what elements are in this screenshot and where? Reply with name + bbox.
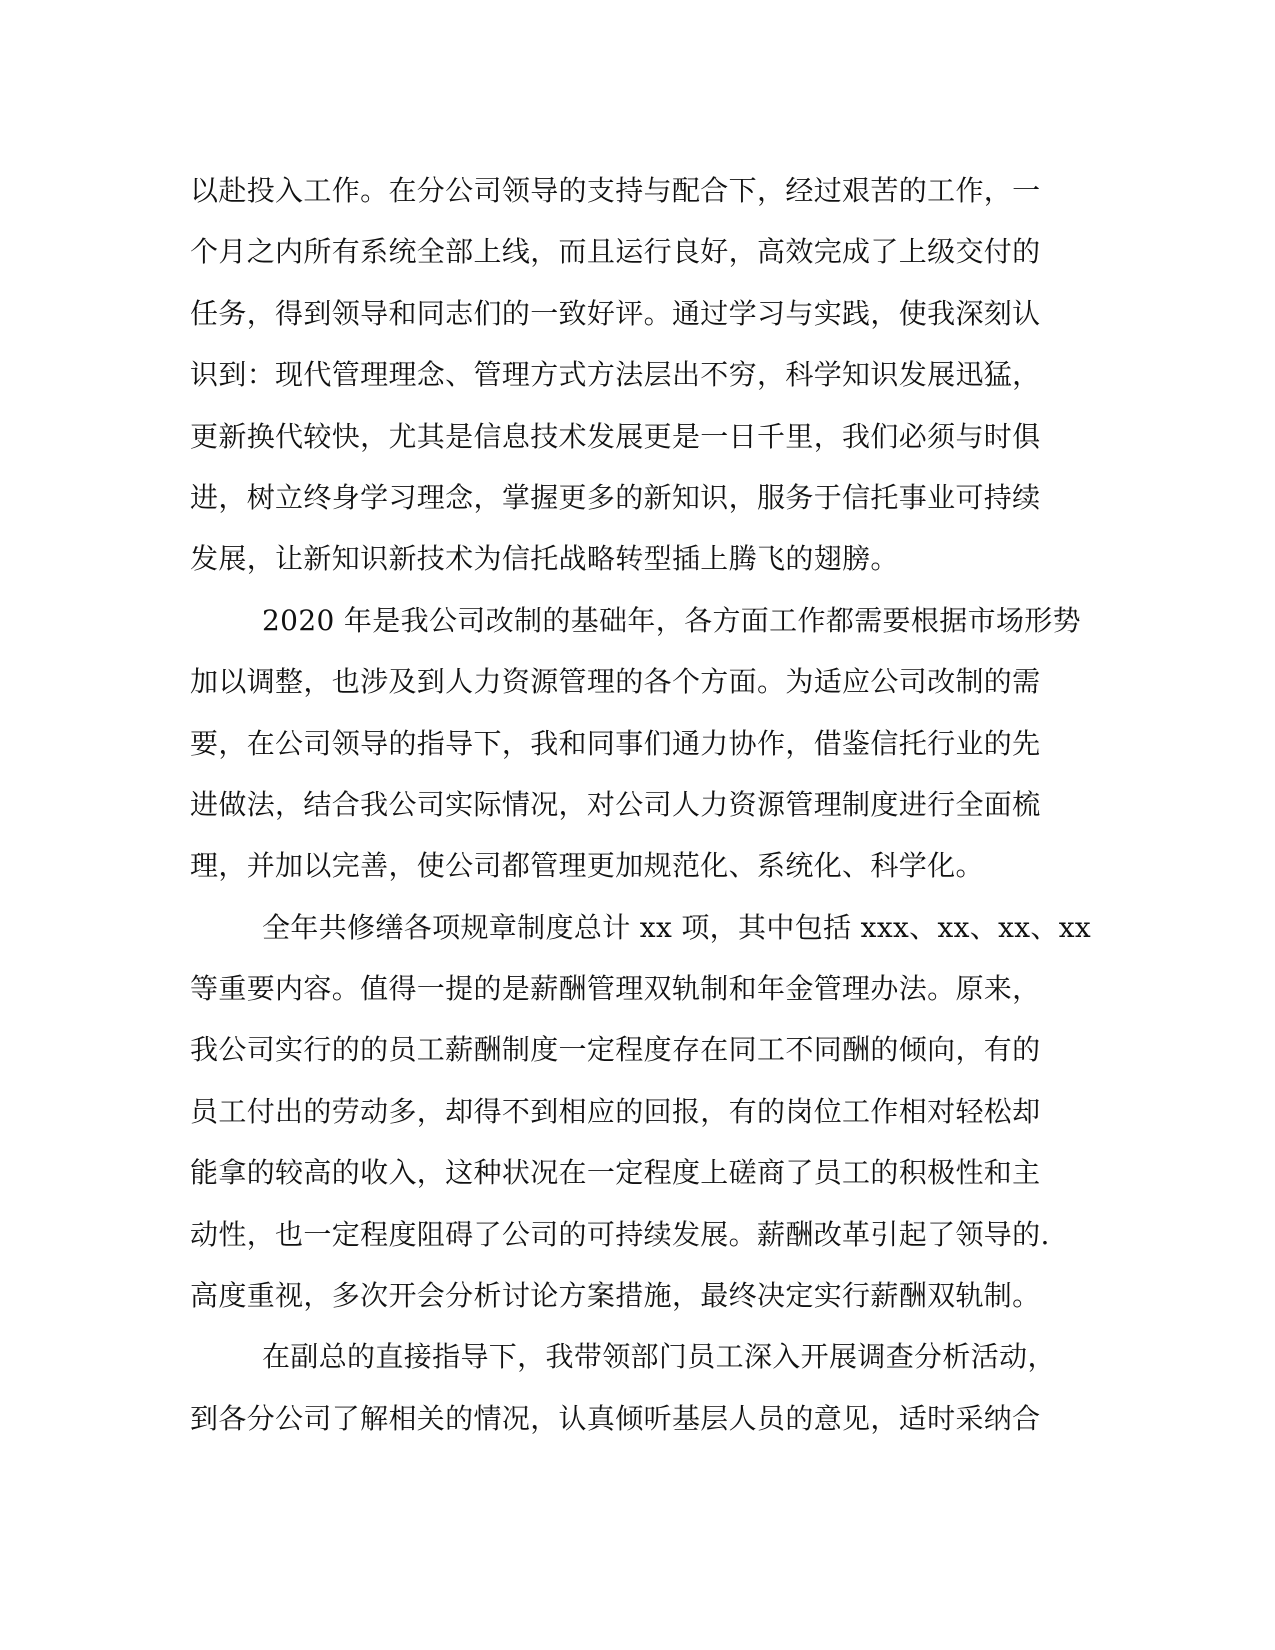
text-line: 动性，也一定程度阻碍了公司的可持续发展。薪酬改革引起了领导的. [190,1217,1050,1251]
text-line: 能拿的较高的收入，这种状况在一定程度上磋商了员工的积极性和主 [190,1156,1041,1190]
text-line: 任务，得到领导和同志们的一致好评。通过学习与实践，使我深刻认 [190,296,1041,330]
text-line: 进，树立终身学习理念，掌握更多的新知识，服务于信托事业可持续 [190,480,1041,514]
text-line: 加以调整，也涉及到人力资源管理的各个方面。为适应公司改制的需 [190,665,1041,699]
text-line: 高度重视，多次开会分析讨论方案措施，最终决定实行薪酬双轨制。 [190,1279,1041,1313]
text-line: 到各分公司了解相关的情况，认真倾听基层人员的意见，适时采纳合 [190,1401,1041,1435]
text-line: 更新换代较快，尤其是信息技术发展更是一日千里，我们必须与时俱 [190,419,1041,453]
text-line: 识到：现代管理理念、管理方式方法层出不穷，科学知识发展迅猛， [190,358,1041,392]
paragraph-start-line: 全年共修缮各项规章制度总计 xx 项，其中包括 xxx、xx、xx、xx [262,910,1092,944]
text-line: 进做法，结合我公司实际情况，对公司人力资源管理制度进行全面梳 [190,787,1041,821]
text-line: 以赴投入工作。在分公司领导的支持与配合下，经过艰苦的工作，一 [190,174,1041,207]
text-line: 个月之内所有系统全部上线，而且运行良好，高效完成了上级交付的 [190,235,1041,269]
text-line: 发展，让新知识新技术为信托战略转型插上腾飞的翅膀。 [190,542,899,576]
paragraph-start-line: 2020 年是我公司改制的基础年，各方面工作都需要根据市场形势 [262,603,1082,637]
body-text [190,160,1090,1449]
text-line: 理，并加以完善，使公司都管理更加规范化、系统化、科学化。 [190,849,984,883]
text-line: 等重要内容。值得一提的是薪酬管理双轨制和年金管理办法。原来， [190,972,1041,1006]
text-line: 我公司实行的的员工薪酬制度一定程度存在同工不同酬的倾向，有的 [190,1033,1041,1067]
text-line: 要，在公司领导的指导下，我和同事们通力协作，借鉴信托行业的先 [190,726,1041,760]
text-line: 员工付出的劳动多，却得不到相应的回报，有的岗位工作相对轻松却 [190,1094,1041,1128]
paragraph-start-line: 在副总的直接指导下，我带领部门员工深入开展调查分析活动， [262,1340,1056,1374]
